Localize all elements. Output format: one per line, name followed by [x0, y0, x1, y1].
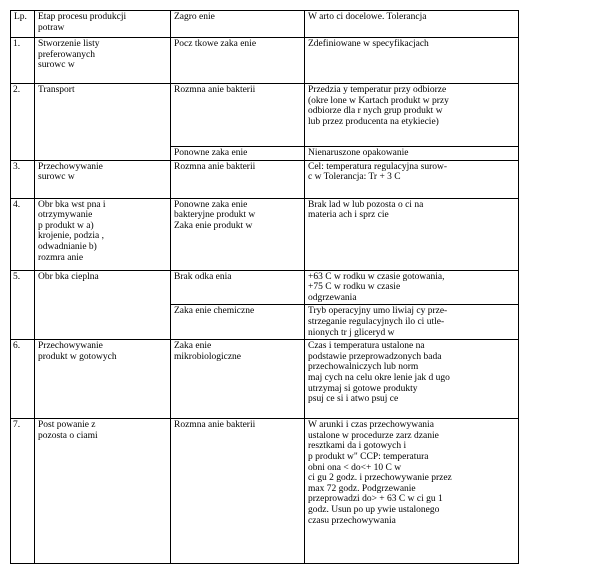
table-header-row — [11, 11, 519, 38]
table-row — [11, 198, 519, 270]
cell-zagrozenie: Rozmna anie bakterii — [171, 84, 305, 147]
cell-wartosci: Przedzia y temperatur przy odbiorze (okre lone w Kartach produkt w przy odbiorze dla r nych grup produkt w lub przez producenta na etykiecie) — [305, 84, 519, 147]
cell-etap: Przechowywanie surowc w — [35, 160, 171, 198]
cell-wartosci: +63 C w rodku w czasie gotowania, +75 C w rodku w czasie odgrzewania — [305, 270, 519, 305]
cell-zagrozenie: Zaka enie chemiczne — [171, 305, 305, 340]
cell-lp: 6. — [11, 340, 35, 419]
cell-lp: 3. — [11, 160, 35, 198]
cell-lp: 7. — [11, 419, 35, 564]
table-row — [11, 419, 519, 564]
header-zagrozenie: Zagro enie — [171, 11, 305, 38]
table-row — [11, 160, 519, 198]
cell-etap: Obr bka cieplna — [35, 270, 171, 340]
table-row — [11, 84, 519, 147]
cell-etap: Transport — [35, 84, 171, 161]
cell-wartosci: W arunki i czas przechowywania ustalone w procedurze zarz dzanie resztkami da i gotowych i p produkt w" CCP: temperatura obni ona < do<+ 10 C w ci gu 2 godz. i przechowywanie przez max 72 godz. Podgrzewanie przeprowadzi do> + 63 C w ci gu 1 godz. Usun po up ywie ustalonego czasu przechowywania — [305, 419, 519, 564]
header-etap: Etap procesu produkcji potraw — [35, 11, 171, 38]
table-row — [11, 38, 519, 84]
cell-etap: Obr bka wst pna i otrzymywanie p produkt w a) krojenie, podzia , odwadnianie b) rozmra anie — [35, 198, 171, 270]
table-row — [11, 270, 519, 305]
header-lp: Lp. — [11, 11, 35, 38]
cell-lp: 2. — [11, 84, 35, 161]
cell-zagrozenie: Rozmna anie bakterii — [171, 419, 305, 564]
cell-lp: 5. — [11, 270, 35, 340]
cell-etap: Stworzenie listy preferowanych surowc w — [35, 38, 171, 84]
header-wartosci: W arto ci docelowe. Tolerancja — [305, 11, 519, 38]
cell-zagrozenie: Pocz tkowe zaka enie — [171, 38, 305, 84]
cell-zagrozenie: Ponowne zaka enie bakteryjne produkt w Zaka enie produkt w — [171, 198, 305, 270]
haccp-table — [10, 10, 519, 564]
cell-lp: 4. — [11, 198, 35, 270]
cell-wartosci: Tryb operacyjny umo liwiaj cy prze- strzeganie regulacyjnych ilo ci utle- nionych tr j gliceryd w — [305, 305, 519, 340]
cell-wartosci: Czas i temperatura ustalone na podstawie przeprowadzonych bada przechowalniczych lub norm maj cych na celu okre lenie jak d ugo utrzymaj si gotowe produkty psuj ce si i atwo psuj ce — [305, 340, 519, 419]
cell-zagrozenie: Ponowne zaka enie — [171, 147, 305, 161]
cell-wartosci: Nienaruszone opakowanie — [305, 147, 519, 161]
table-row — [11, 340, 519, 419]
cell-zagrozenie: Brak odka enia — [171, 270, 305, 305]
cell-wartosci: Cel: temperatura regulacyjna surow- c w Tolerancja: Tr + 3 C — [305, 160, 519, 198]
cell-etap: Przechowywanie produkt w gotowych — [35, 340, 171, 419]
cell-etap: Post powanie z pozosta o ciami — [35, 419, 171, 564]
cell-zagrozenie: Rozmna anie bakterii — [171, 160, 305, 198]
cell-zagrozenie: Zaka enie mikrobiologiczne — [171, 340, 305, 419]
cell-wartosci: Zdefiniowane w specyfikacjach — [305, 38, 519, 84]
cell-lp: 1. — [11, 38, 35, 84]
cell-wartosci: Brak lad w lub pozosta o ci na materia ach i sprz cie — [305, 198, 519, 270]
